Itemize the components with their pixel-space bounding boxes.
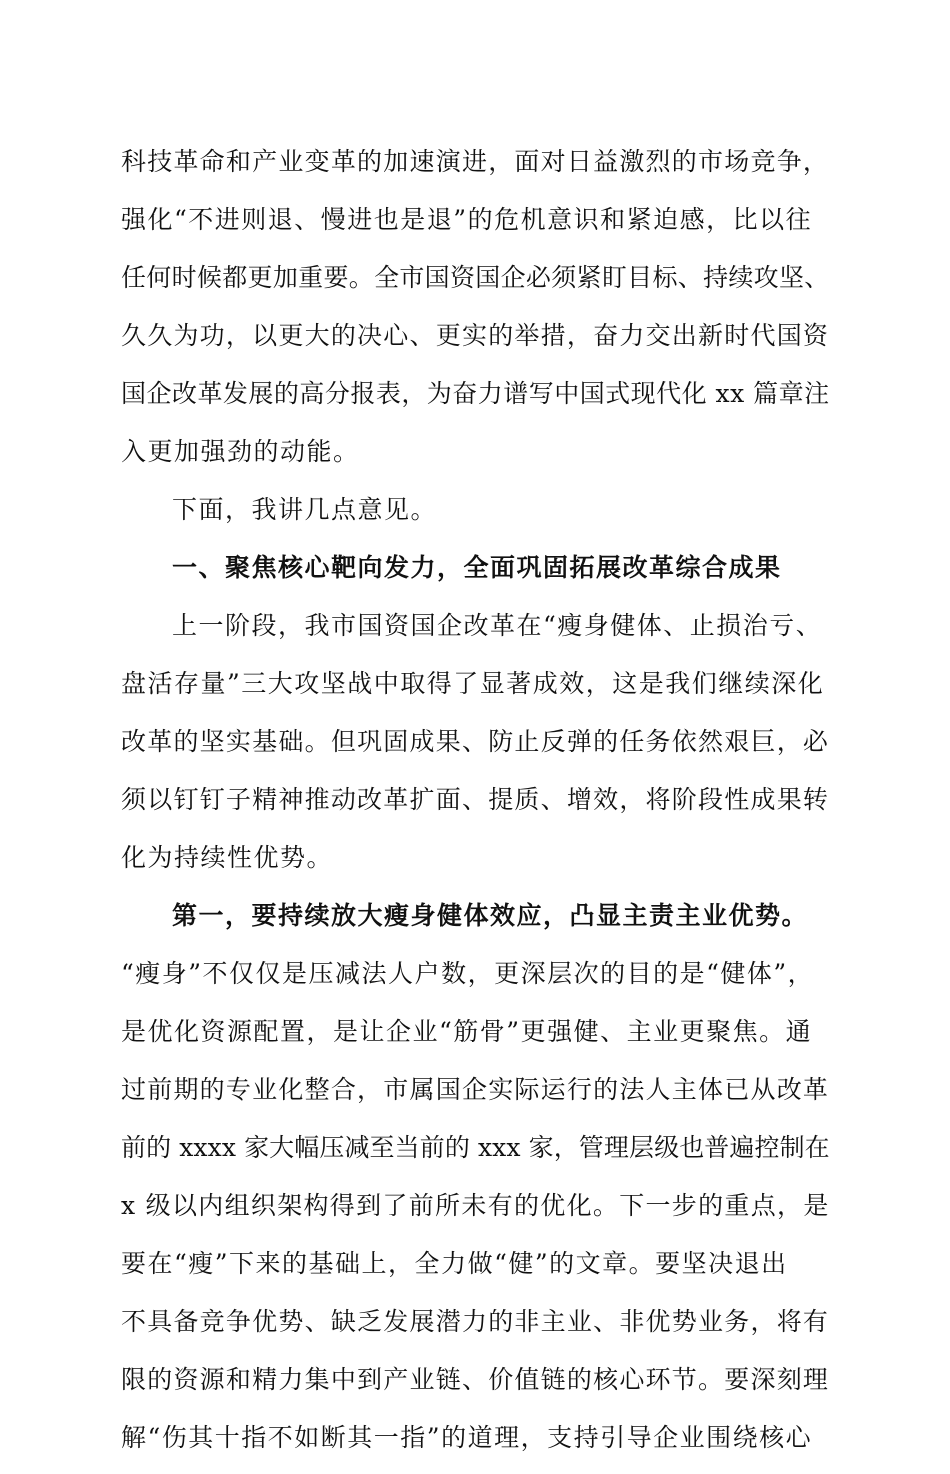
- paragraph-line: 国企改革发展的高分报表，为奋力谱写中国式现代化 xx 篇章注: [121, 379, 830, 408]
- paragraph-line: 改革的坚实基础。但巩固成果、防止反弹的任务依然艰巨，必: [121, 727, 830, 756]
- paragraph-line: 解“伤其十指不如断其一指”的道理，支持引导企业围绕核心: [121, 1423, 813, 1452]
- paragraph-line: “瘦身”不仅仅是压减法人户数，更深层次的目的是“健体”，: [121, 959, 815, 988]
- paragraph-line: 上一阶段，我市国资国企改革在“瘦身健体、止损治亏、: [172, 611, 823, 640]
- paragraph-line: 科技革命和产业变革的加速演进，面对日益激烈的市场竞争，: [121, 147, 830, 176]
- paragraph-line: 下面，我讲几点意见。: [172, 495, 438, 524]
- paragraph-line: 化为持续性优势。: [121, 843, 334, 872]
- paragraph-line: 盘活存量”三大攻坚战中取得了显著成效，这是我们继续深化: [121, 669, 825, 698]
- paragraph-line: 前的 xxxx 家大幅压减至当前的 xxx 家，管理层级也普遍控制在: [121, 1133, 830, 1162]
- section-heading-line: 一、聚焦核心靶向发力，全面巩固拓展改革综合成果: [172, 553, 782, 582]
- paragraph-line: 限的资源和精力集中到产业链、价值链的核心环节。要深刻理: [121, 1365, 830, 1394]
- paragraph-line: 须以钉钉子精神推动改革扩面、提质、增效，将阶段性成果转: [121, 785, 830, 814]
- paragraph-line: 要在“瘦”下来的基础上，全力做“健”的文章。要坚决退出: [121, 1249, 788, 1278]
- paragraph-line: 久久为功，以更大的决心、更实的举措，奋力交出新时代国资: [121, 321, 830, 350]
- paragraph-line: 入更加强劲的动能。: [121, 437, 360, 466]
- paragraph-line: 过前期的专业化整合，市属国企实际运行的法人主体已从改革: [121, 1075, 830, 1104]
- section-heading-line: 第一，要持续放大瘦身健体效应，凸显主责主业优势。: [172, 901, 809, 930]
- paragraph-line: 是优化资源配置，是让企业“筋骨”更强健、主业更聚焦。通: [121, 1017, 813, 1046]
- document-body: [121, 140, 831, 1474]
- paragraph-line: 任何时候都更加重要。全市国资国企必须紧盯目标、持续攻坚、: [121, 263, 830, 292]
- paragraph-line: 不具备竞争优势、缺乏发展潜力的非主业、非优势业务，将有: [121, 1307, 830, 1336]
- paragraph-line: 强化“不进则退、慢进也是退”的危机意识和紧迫感，比以往: [121, 205, 813, 234]
- paragraph-line: x 级以内组织架构得到了前所未有的优化。下一步的重点，是: [121, 1191, 830, 1220]
